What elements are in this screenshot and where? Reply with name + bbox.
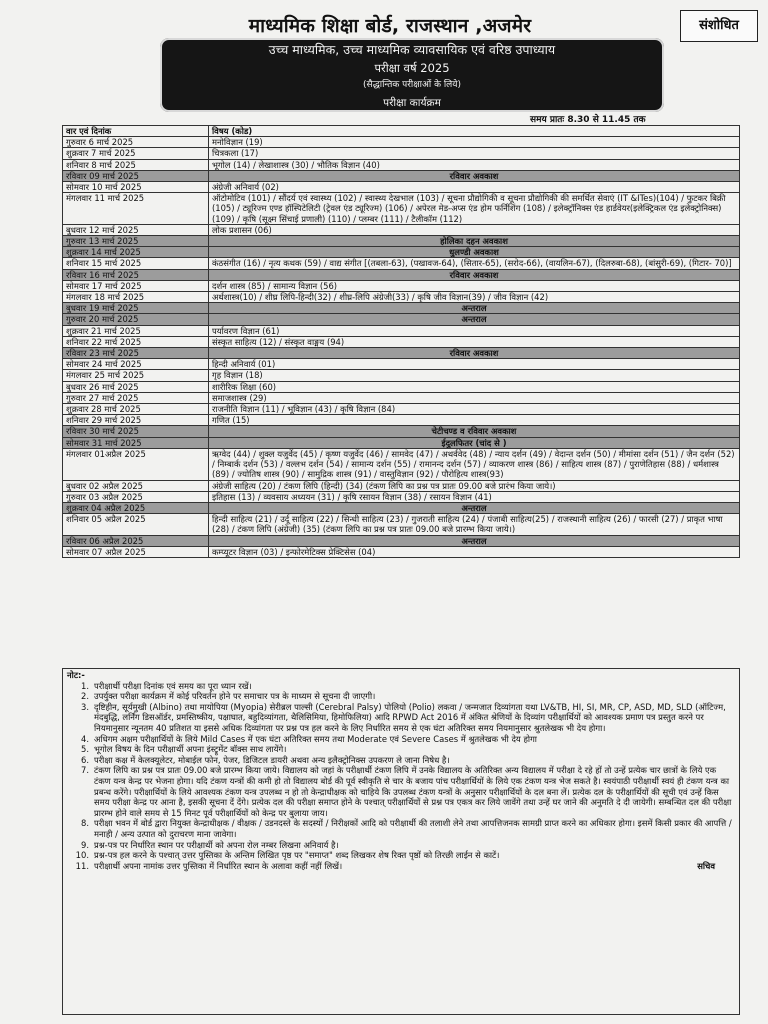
note-number: 1. <box>81 680 89 691</box>
table-row <box>63 159 740 170</box>
table-row <box>63 325 740 336</box>
holiday-row <box>63 314 740 325</box>
row-date: बुधवार 26 मार्च 2025 <box>63 381 209 392</box>
banner-line-3: (सैद्धान्तिक परीक्षाओं के लिये) <box>362 80 462 90</box>
note-number: 5. <box>81 744 89 755</box>
note-text: दृष्टिहीन, सूर्यमुखी (Albino) तथा मायोपिया (Myopia) सेरीब्रल पाल्सी (Cerebral Palsy) पोलियो (Polio) लकवा / जन्मजात दिव्यांगता यथा LV&TB, HI, SI, MR, CP, ASD, MD, SLD (ऑटिज्म, मंदबुद्धि, लर्निंग डिसऑर्डर, प्रमस्तिष्कीय, पक्षाघात, बहुदिव्यांगता, थैलिसिमिया, हिमोफिलिया) आदि RPWD Act 2016 में अंकित श्रेणियों के दिव्यांग परीक्षार्थियों को आवश्यक प्रमाण पत्र प्रस्तुत करने पर नियमानुसार न्यूनतम 40 प्रतिशत या इससे अधिक दिव्यांगता पर प्रश्न पत्र हल करने के लिए निर्धारित समय से एक घंटा अतिरिक्त समय नियमानुसार श्रुतलेखक भी देय होगा। <box>94 701 726 733</box>
holiday-row <box>63 437 740 448</box>
row-holiday-label: रविवार अवकाश <box>209 170 740 181</box>
row-subject: ऑटोमोटिव (101) / सौंदर्य एवं स्वास्थ्य (102) / स्वास्थ्य देखभाल (103) / सूचना प्रौद्योगिकी व सूचना प्रौद्योगिकी की समर्थित सेवाएं (IT &ITes)(104) / फुटकर बिक्री (105) / ट्यूरिज्म एण्ड हॉस्पिटेलिटी (ट्रेवल एंड ट्यूरिज्म) (106) / अपेरल मेड-अप्स एंड होम फर्निशिंग (108) / इलेक्ट्रॉनिक्स एंड हार्डवेयर(इलेक्ट्रिकल एंड इलेक्ट्रोनिक्स)(109) / कृषि (सूक्ष्म सिंचाई प्रणाली) (110) / प्लम्बर (111) / टैलीकॉम (112) <box>209 193 740 225</box>
row-date: शुक्रवार 21 मार्च 2025 <box>63 325 209 336</box>
table-row <box>63 224 740 235</box>
note-number: 9. <box>81 839 89 850</box>
exam-timing: समय प्रातः 8.30 से 11.45 तक <box>530 115 646 125</box>
banner-line-4: परीक्षा कार्यक्रम <box>383 97 441 109</box>
row-subject: भूगोल (14) / लेखाशास्त्र (30) / भौतिक विज्ञान (40) <box>209 159 740 170</box>
exam-banner <box>160 38 664 112</box>
notes-section <box>62 668 740 1015</box>
note-item <box>67 681 735 692</box>
table-header-row <box>63 126 740 137</box>
note-text: परीक्षार्थी परीक्षा दिनांक एवं समय का पूरा ध्यान रखें। <box>94 680 252 691</box>
note-item <box>67 702 735 734</box>
row-holiday-label: अन्तराल <box>209 535 740 546</box>
holiday-row <box>63 170 740 181</box>
note-text: परीक्षा कक्ष में केलक्यूलेटर, मोबाईल फोन, पेजर, डिजिटल डायरी अथवा अन्य इलैक्ट्रोनिक्स उपकरण ले जाना निषेध है। <box>94 754 450 765</box>
row-subject: राजनीति विज्ञान (11) / भूविज्ञान (43) / कृषि विज्ञान (84) <box>209 404 740 415</box>
note-text: परीक्षा भवन में बोर्ड द्वारा नियुक्त केन्द्राधीक्षक / वीक्षक / उडनदस्ते के सदस्यों / निरीक्षकों आदि को परीक्षार्थी की तलाशी लेने तथा आपत्तिजनक सामग्री प्राप्त करने का अधिकार होगा। इसमें किसी प्रकार की आपत्ति / मनाही / अन्य उत्पात को दुराचरण माना जावेगा। <box>94 818 732 839</box>
board-title: माध्यमिक शिक्षा बोर्ड, राजस्थान ,अजमेर <box>248 15 532 37</box>
holiday-row <box>63 247 740 258</box>
table-row <box>63 359 740 370</box>
row-date: शुक्रवार 7 मार्च 2025 <box>63 148 209 159</box>
table-row <box>63 448 740 480</box>
note-text: अधिगम अक्षम परीक्षार्थियों के लिये Mild Cases में एक घंटा अतिरिक्त समय तथा Moderate एवं Severe Cases में श्रुतलेखक भी देय होगा <box>94 733 537 744</box>
holiday-row <box>63 303 740 314</box>
row-date: मंगलवार 25 मार्च 2025 <box>63 370 209 381</box>
row-date: शनिवार 05 अप्रैल 2025 <box>63 514 209 535</box>
note-text: टंकण लिपि का प्रश्न पत्र प्रातः 09.00 बजे प्रारम्भ किया जाये। विद्यालय को जहां के परीक्षार्थी टंकण लिपि में उनके विद्यालय के अतिरिक्त अन्य विद्यालय में परीक्षा दे रहे हों तो उन्हें प्रत्येक चार छात्रों के लिये एक टंकण यन्त्र केन्द्र पर भेजना होगा। यदि टंकण यन्त्रों की कमी हो तो विद्यालय बोर्ड की पूर्व स्वीकृति से चार के बजाय पांच परीक्षार्थियों के लिये एक टंकण यन्त्र भेज सकते है। स्वयंपाठी परीक्षार्थी स्वयं ही टंकण यन्त्र का प्रबन्ध करेंगे। परीक्षार्थियों के लिये आवश्यक टंकण यन्त्र उपलब्ध न हो तो केन्द्राधीक्षक को चाहिये कि उपलब्ध टंकण यन्त्रों के अनुसार परीक्षार्थियों के दल बना लें। प्रत्येक दल के परीक्षार्थियों की सूची एवं उन्हें किस समय परीक्षा केन्द्र पर आना है, इसकी सूचना दें देंगे। प्रत्येक दल की परीक्षा समाप्त होने के पश्चात् परीक्षार्थियों से प्रश्न पत्र एकत्र कर लिये जावेंगे तथा उन्हें घर जाने की अनुमति दे दी जायेगी। सम्बन्धित दल की परीक्षा प्रारम्भ होने वाले समय से 15 मिनट पूर्व परीक्षार्थियों को केन्द्र पर बुलाया जाय। <box>94 765 732 818</box>
row-date: रविवार 06 अप्रैल 2025 <box>63 535 209 546</box>
note-text: प्रश्न-पत्र पर निर्धारित स्थान पर परीक्षार्थी को अपना रोल नम्बर लिखना अनिवार्य है। <box>94 839 339 850</box>
note-number: 7. <box>81 765 89 776</box>
row-date: शनिवार 29 मार्च 2025 <box>63 415 209 426</box>
subject-column-header: विषय (कोड) <box>209 126 740 137</box>
row-subject: अंग्रेजी अनिवार्य (02) <box>209 182 740 193</box>
note-text: उपर्युक्त परीक्षा कार्यक्रम में कोई परिवर्तन होने पर समाचार पत्र के माध्यम से सूचना दी जाएगी। <box>94 691 376 702</box>
row-subject: इतिहास (13) / व्यवसाय अध्ययन (31) / कृषि रसायन विज्ञान (38) / रसायन विज्ञान (41) <box>209 491 740 502</box>
table-row <box>63 258 740 269</box>
row-holiday-label: चेटीचण्ड व रविवार अवकाश <box>209 426 740 437</box>
table-row <box>63 182 740 193</box>
holiday-row <box>63 269 740 280</box>
row-date: शनिवार 15 मार्च 2025 <box>63 258 209 269</box>
row-holiday-label: ईदुलफितर (चांद से ) <box>209 437 740 448</box>
note-number: 6. <box>81 754 89 765</box>
schedule-table <box>62 125 740 558</box>
note-item <box>67 861 735 872</box>
note-text: प्रश्न-पत्र हल करने के पश्चात् उत्तर पुस्तिका के अन्तिम लिखित पृष्ठ पर "समाप्त" शब्द लिखकर शेष रिक्त पृष्ठों को तिरछी लाईन से काटें। <box>94 850 500 861</box>
row-date: मंगलवार 18 मार्च 2025 <box>63 292 209 303</box>
row-subject: गृह विज्ञान (18) <box>209 370 740 381</box>
table-row <box>63 370 740 381</box>
table-row <box>63 415 740 426</box>
row-date: गुरुवार 20 मार्च 2025 <box>63 314 209 325</box>
table-row <box>63 381 740 392</box>
signature: सचिव <box>697 861 715 872</box>
row-subject: हिन्दी साहित्य (21) / उर्दू साहित्य (22) / सिन्धी साहित्य (23) / गुजराती साहित्य (24) / पंजाबी साहित्य(25) / राजस्थानी साहित्य (26) / फारसी (27) / प्राकृत भाषा (28) / टंकण लिपि (अंग्रेजी) (35) (टंकण लिपि का प्रश्न पत्र प्रातः 09.00 बजे प्रारम्भ किया जाये।) <box>209 514 740 535</box>
holiday-row <box>63 535 740 546</box>
row-holiday-label: होलिका दहन अवकाश <box>209 236 740 247</box>
row-date: मंगलवार 01अप्रैल 2025 <box>63 448 209 480</box>
table-row <box>63 491 740 502</box>
row-date: बुधवार 19 मार्च 2025 <box>63 303 209 314</box>
note-item <box>67 755 735 766</box>
table-row <box>63 336 740 347</box>
row-date: बुधवार 02 अप्रैल 2025 <box>63 480 209 491</box>
revised-label: संशोधित <box>680 10 758 42</box>
row-date: गुरुवार 03 अप्रैल 2025 <box>63 491 209 502</box>
row-subject: हिन्दी अनिवार्य (01) <box>209 359 740 370</box>
row-subject: ऋग्वेद (44) / शुक्ल यजुर्वेद (45) / कृष्ण यजुर्वेद (46) / सामवेद (47) / अथर्ववेद (48) / न्याय दर्शन (49) / वेदान्त दर्शन (50) / मीमांसा दर्शन (51) / जैन दर्शन (52) / निम्बार्क दर्शन (53) / वल्लभ दर्शन (54) / सामान्य दर्शन (55) / रामानन्द दर्शन (57) / व्याकरण शास्त्र (86) / साहित्य शास्त्र (87) / पुराणेतिहास (88) / धर्मशास्त्र (89) / ज्योतिष शास्त्र (90) / सामुद्रिक शास्त्र (91) / वास्तुविज्ञान (92) / पौरोहित्य शास्त्र(93) <box>209 448 740 480</box>
holiday-row <box>63 236 740 247</box>
note-text: परीक्षार्थी अपना नामांक उत्तर पुस्तिका में निर्धारित स्थान के अलावा कहीं नहीं लिखें। <box>94 860 343 871</box>
row-subject: लोक प्रशासन (06) <box>209 224 740 235</box>
note-number: 10. <box>75 850 89 861</box>
row-date: शुक्रवार 28 मार्च 2025 <box>63 404 209 415</box>
note-number: 3. <box>81 701 89 712</box>
row-date: रविवार 09 मार्च 2025 <box>63 170 209 181</box>
row-date: सोमवार 24 मार्च 2025 <box>63 359 209 370</box>
row-subject: समाजशास्त्र (29) <box>209 392 740 403</box>
table-row <box>63 546 740 557</box>
row-holiday-label: अन्तराल <box>209 303 740 314</box>
note-item <box>67 691 735 702</box>
table-row <box>63 280 740 291</box>
row-subject: पर्यावरण विज्ञान (61) <box>209 325 740 336</box>
row-subject: मनोविज्ञान (19) <box>209 137 740 148</box>
row-subject: शारीरिक शिक्षा (60) <box>209 381 740 392</box>
row-date: मंगलवार 11 मार्च 2025 <box>63 193 209 225</box>
row-subject: चित्रकला (17) <box>209 148 740 159</box>
notes-list <box>67 681 735 872</box>
holiday-row <box>63 502 740 513</box>
table-row <box>63 193 740 225</box>
table-row <box>63 148 740 159</box>
row-date: रविवार 16 मार्च 2025 <box>63 269 209 280</box>
row-date: सोमवार 31 मार्च 2025 <box>63 437 209 448</box>
note-item <box>67 840 735 851</box>
table-row <box>63 514 740 535</box>
date-column-header: वार एवं दिनांक <box>63 126 209 137</box>
row-date: शनिवार 8 मार्च 2025 <box>63 159 209 170</box>
table-row <box>63 404 740 415</box>
table-row <box>63 292 740 303</box>
note-item <box>67 850 735 861</box>
notes-heading: नोट:- <box>67 670 85 680</box>
holiday-row <box>63 348 740 359</box>
row-subject: अंग्रेजी साहित्य (20) / टंकण लिपि (हिन्दी) (34) (टंकण लिपि का प्रश्न पत्र प्रातः 09.00 बजे प्रारंभ किया जाये।) <box>209 480 740 491</box>
row-holiday-label: धुलण्डी अवकाश <box>209 247 740 258</box>
row-date: शुक्रवार 14 मार्च 2025 <box>63 247 209 258</box>
note-number: 11. <box>75 860 89 871</box>
row-holiday-label: रविवार अवकाश <box>209 348 740 359</box>
note-item <box>67 765 735 818</box>
row-date: गुरुवार 13 मार्च 2025 <box>63 236 209 247</box>
row-holiday-label: अन्तराल <box>209 502 740 513</box>
note-item <box>67 734 735 745</box>
note-number: 8. <box>81 818 89 829</box>
row-date: शुक्रवार 04 अप्रैल 2025 <box>63 502 209 513</box>
table-row <box>63 480 740 491</box>
note-item <box>67 818 735 839</box>
row-date: शनिवार 22 मार्च 2025 <box>63 336 209 347</box>
row-subject: कम्प्यूटर विज्ञान (03) / इन्फोरमेटिक्स प्रेक्टिसेस (04) <box>209 546 740 557</box>
row-holiday-label: अन्तराल <box>209 314 740 325</box>
note-number: 4. <box>81 733 89 744</box>
banner-line-1: उच्च माध्यमिक, उच्च माध्यमिक व्यावसायिक एवं वरिष्ठ उपाध्याय <box>268 42 556 57</box>
row-date: सोमवार 17 मार्च 2025 <box>63 280 209 291</box>
holiday-row <box>63 426 740 437</box>
note-item <box>67 744 735 755</box>
row-date: सोमवार 07 अप्रैल 2025 <box>63 546 209 557</box>
row-date: रविवार 30 मार्च 2025 <box>63 426 209 437</box>
row-subject: कंठसंगीत (16) / नृत्य कथक (59) / वाद्य संगीत [(तबला-63), (पखावज-64), (सितार-65), (सरोद-66), (वायलिन-67), (दिलरुबा-68), (बांसुरी-69), (गिटार- 70)] <box>209 258 740 269</box>
row-date: सोमवार 10 मार्च 2025 <box>63 182 209 193</box>
row-date: बुधवार 12 मार्च 2025 <box>63 224 209 235</box>
row-subject: गणित (15) <box>209 415 740 426</box>
row-date: गुरुवार 27 मार्च 2025 <box>63 392 209 403</box>
table-row <box>63 392 740 403</box>
table-row <box>63 137 740 148</box>
row-subject: अर्थशास्त्र(10) / शीघ्र लिपि-हिन्दी(32) / शीघ्र-लिपि अंग्रेजी(33) / कृषि जीव विज्ञान(39) / जीव विज्ञान (42) <box>209 292 740 303</box>
row-holiday-label: रविवार अवकाश <box>209 269 740 280</box>
schedule-body <box>63 137 740 558</box>
banner-line-2: परीक्षा वर्ष 2025 <box>374 61 450 75</box>
note-number: 2. <box>81 691 89 702</box>
row-subject: संस्कृत साहित्य (12) / संस्कृत वाङ्मय (94) <box>209 336 740 347</box>
note-text: भूगोल विषय के दिन परीक्षार्थी अपना इंस्ट्रूमेंट बॉक्स साथ लायेंगे। <box>94 744 287 755</box>
row-subject: दर्शन शास्त्र (85) / सामान्य विज्ञान (56) <box>209 280 740 291</box>
row-date: रविवार 23 मार्च 2025 <box>63 348 209 359</box>
row-date: गुरुवार 6 मार्च 2025 <box>63 137 209 148</box>
